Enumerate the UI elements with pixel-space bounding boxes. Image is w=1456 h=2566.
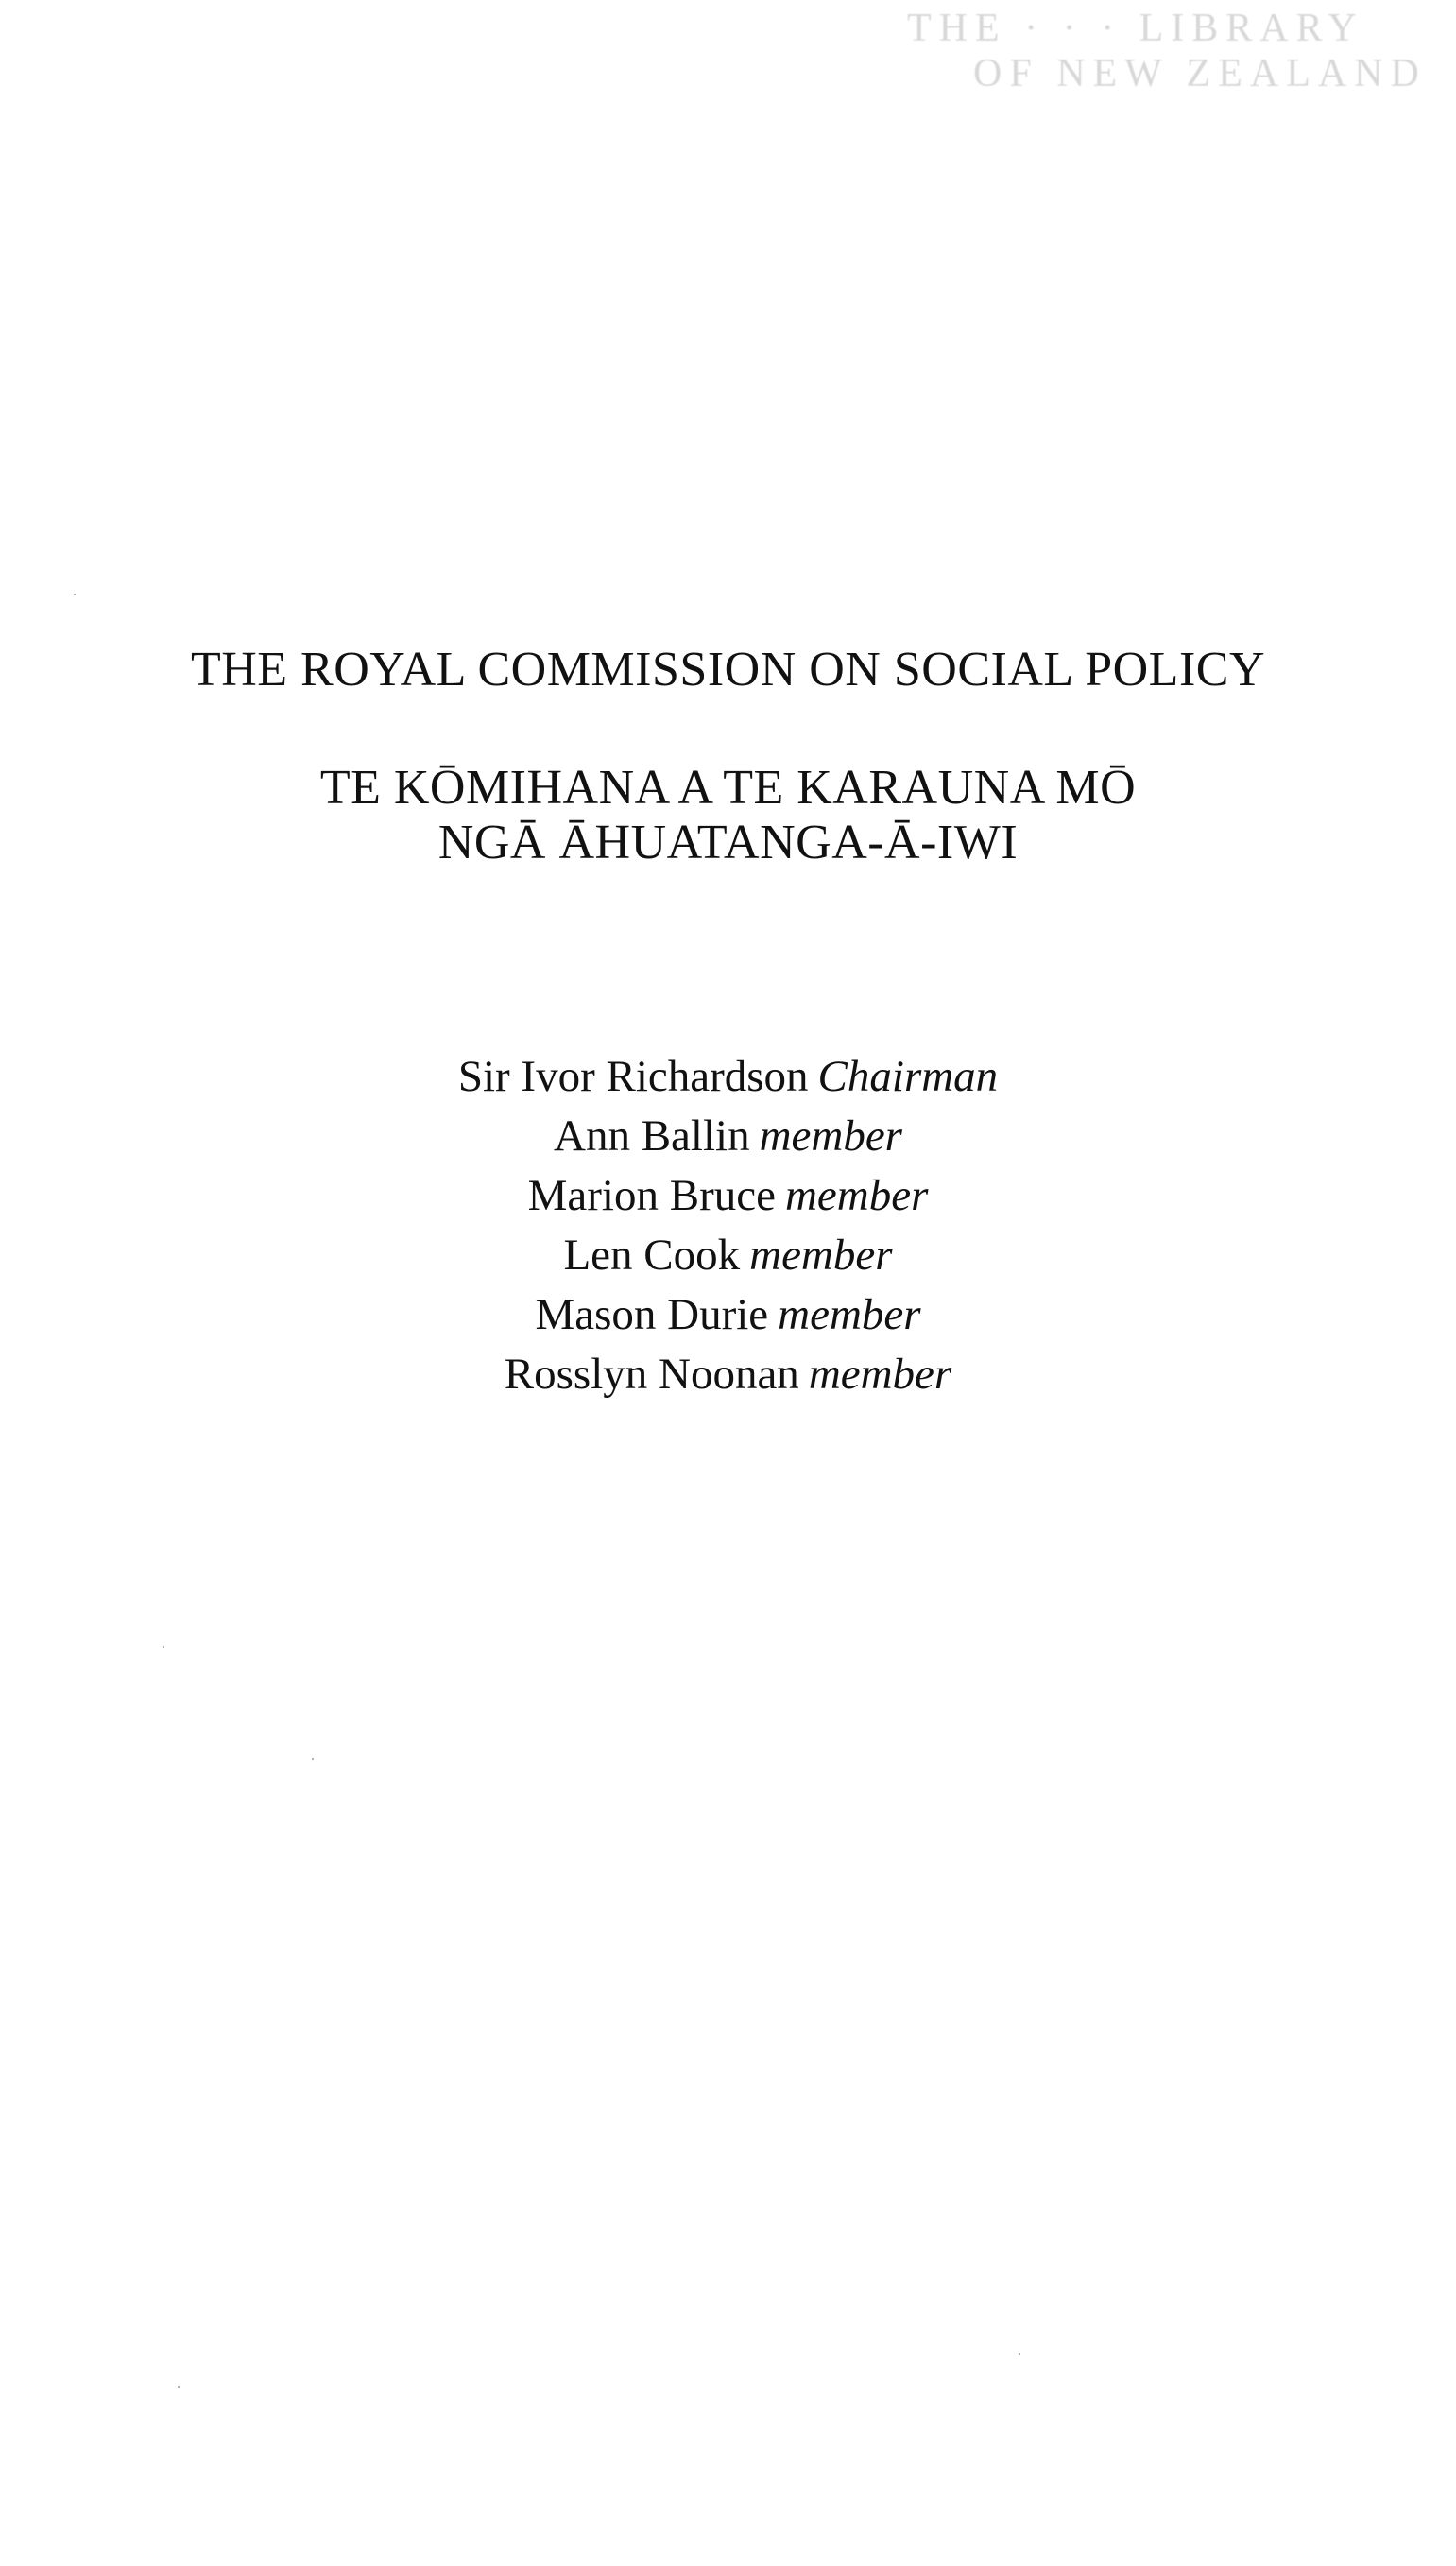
member-role: member xyxy=(784,1171,929,1220)
member-name: Mason Durie xyxy=(535,1290,769,1339)
member-role: Chairman xyxy=(817,1052,999,1101)
member-role: member xyxy=(808,1350,952,1399)
member-role: member xyxy=(749,1231,893,1280)
member-row xyxy=(0,1107,1456,1166)
scan-speck xyxy=(178,2386,180,2388)
scan-speck xyxy=(74,594,76,595)
member-row xyxy=(0,1047,1456,1107)
stamp-line-2: OF NEW ZEALAND xyxy=(973,52,1427,95)
member-name: Ann Ballin xyxy=(554,1111,750,1161)
member-name: Marion Bruce xyxy=(527,1171,776,1220)
member-row xyxy=(0,1166,1456,1226)
commission-title-english xyxy=(0,643,1456,697)
title-english-line: THE ROYAL COMMISSION ON SOCIAL POLICY xyxy=(190,643,1266,697)
commission-title-maori xyxy=(0,761,1456,870)
member-role: member xyxy=(759,1111,902,1161)
title-maori-line-2: NGĀ ĀHUATANGA-Ā-IWI xyxy=(437,816,1019,870)
members-list xyxy=(0,1047,1456,1404)
member-name: Len Cook xyxy=(563,1231,741,1280)
member-name: Sir Ivor Richardson xyxy=(457,1052,809,1101)
member-row xyxy=(0,1226,1456,1285)
scan-speck xyxy=(312,1758,314,1760)
scan-speck xyxy=(1019,2353,1020,2355)
title-maori-line-1: TE KŌMIHANA A TE KARAUNA MŌ xyxy=(319,761,1137,815)
scan-speck xyxy=(163,1646,164,1648)
library-stamp xyxy=(907,6,1436,100)
member-row xyxy=(0,1345,1456,1404)
member-role: member xyxy=(778,1290,921,1339)
member-name: Rosslyn Noonan xyxy=(504,1350,799,1399)
member-row xyxy=(0,1285,1456,1345)
stamp-line-1: THE · · · LIBRARY xyxy=(907,7,1364,50)
